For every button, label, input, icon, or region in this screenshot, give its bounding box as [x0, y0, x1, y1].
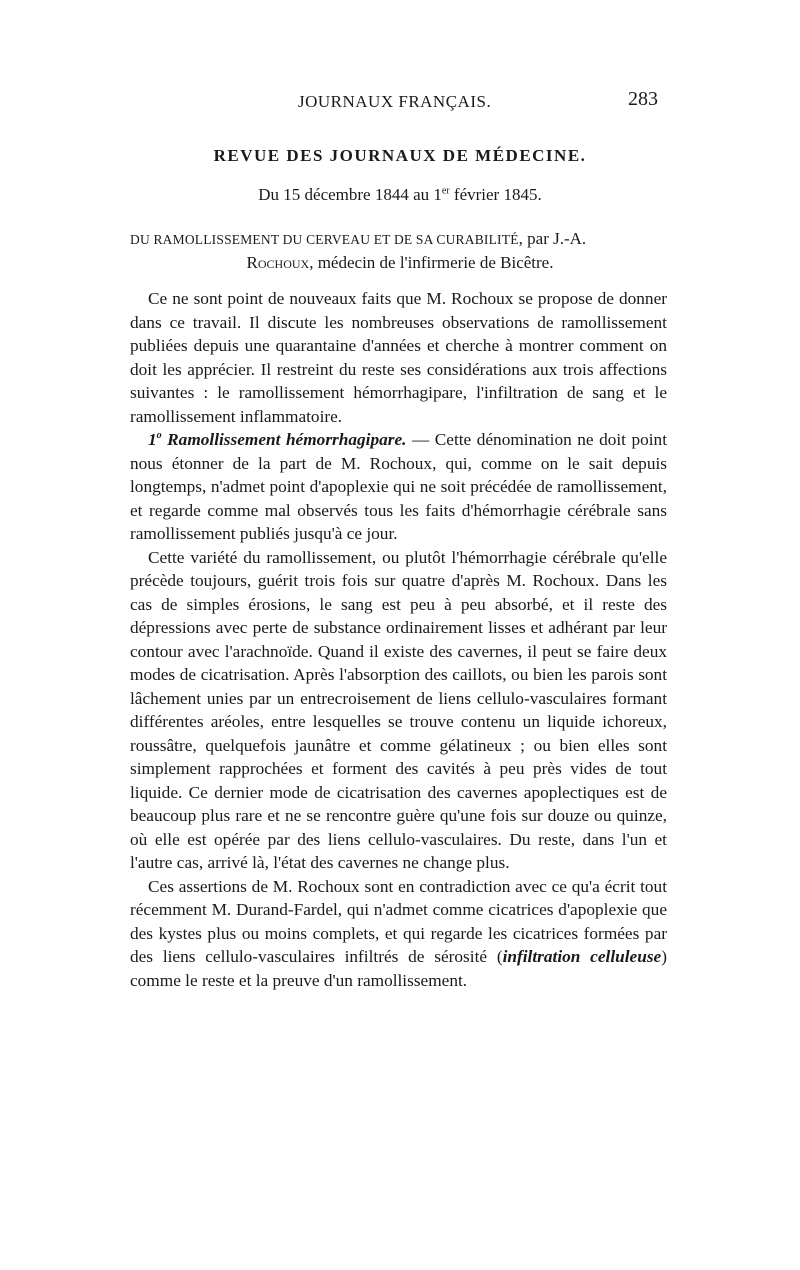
paragraph-4-text-a: Ces assertions de M. Rochoux sont en contradiction avec ce qu'a écrit tout récemment M. Durand-Fardel, qui n'admet comme cicatrices d'apoplexie que des kystes plus ou moins complets, et qui regarde les cicatrices formées par des liens cellulo-vasculaires infiltrés de sérosité (: [130, 876, 667, 966]
section-title: REVUE DES JOURNAUX DE MÉDECINE.: [213, 146, 587, 165]
paragraph-4-text-b: ) comme le reste et la preuve d'un ramollissement.: [130, 947, 667, 990]
article-author: Rochoux: [246, 253, 310, 272]
date-prefix: Du 15 décembre 1844 au 1: [258, 185, 442, 204]
article-body: [130, 287, 667, 992]
subhead-title: Ramollissement hémorrhagipare.: [161, 430, 407, 449]
article-author-role: , médecin de l'infirmerie de Bicêtre.: [309, 253, 554, 272]
paragraph-4: [130, 875, 667, 993]
paragraph-2: [130, 428, 667, 546]
article-author-line: [130, 252, 670, 274]
running-head: JOURNAUX FRANÇAIS.: [298, 92, 492, 111]
article-heading: [130, 228, 670, 274]
paragraph-4-emphasis: infiltration celluleuse: [502, 947, 662, 966]
date-suffix: février 1845.: [449, 185, 542, 204]
subhead-superscript: o: [156, 430, 162, 442]
paragraph-3: Cette variété du ramollissement, ou plutôt l'hémorrhagie cérébrale qu'elle précède toujours, guérit trois fois sur quatre d'après M. Rochoux. Dans les cas de simples érosions, le sang est peu à peu absorbé, et il reste des dépressions avec perte de substance ordinairement lisses et adhérant par leur contour avec l'arachnoïde. Quand il existe des cavernes, il peut se faire deux modes de cicatrisation. Après l'absorption des caillots, ou bien les parois sont lâchement unies par un entrecroisement de liens cellulo-vasculaires formant différentes aréoles, entre lesquelles se trouve contenu un liquide ichoreux, roussâtre, quelquefois jaunâtre et comme gélatineux ; ou bien elles sont simplement rapprochées et forment des cavités à peu près vides de tout liquide. Ce dernier mode de cicatrisation des cavernes apoplectiques est de beaucoup plus rare et ne se rencontre guère qu'une fois sur douze ou quinze, où elle est opérée par des liens cellulo-vasculaires. Du reste, dans l'un et l'autre cas, arrivé là, l'état des cavernes ne change plus.: [130, 547, 667, 872]
page-number: 283: [628, 88, 658, 110]
article-heading-by: , par J.-A.: [518, 229, 587, 248]
article-heading-caps: DU RAMOLLISSEMENT DU CERVEAU ET DE SA CURABILITÉ: [130, 232, 519, 247]
paragraph-1: Ce ne sont point de nouveaux faits que M. Rochoux se propose de donner dans ce travail. Il discute les nombreuses observations de ramollissement publiées depuis une quarantaine d'années et cherche à montrer comment on doit les apprécier. Il restreint du reste ses considérations aux trois affections suivantes : le ramollissement hémorrhagipare, l'infiltration de sang et le ramollissement inflammatoire.: [130, 289, 667, 426]
date-range: [0, 185, 800, 205]
date-superscript: er: [441, 185, 450, 197]
paragraph-2-text: — Cette dénomination ne doit point nous étonner de la part de M. Rochoux, qui, comme on le sait depuis longtemps, n'admet point d'apoplexie qui ne soit précédée de ramollissement, et regarde comme mal observés tous les faits d'hémorrhagie cérébrale sans ramollissement publiés jusqu'à ce jour.: [130, 430, 668, 543]
subhead-number: 1: [148, 430, 157, 449]
